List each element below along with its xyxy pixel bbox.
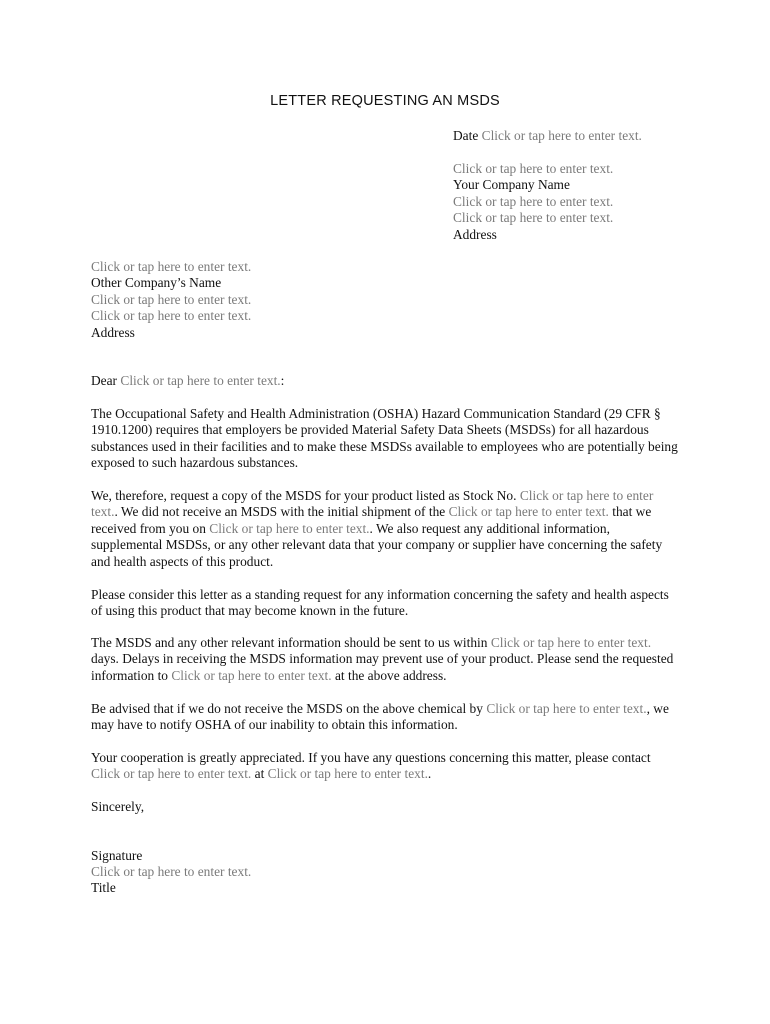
p4-text-a: The MSDS and any other relevant information should be sent to us within — [91, 635, 488, 650]
body-paragraph-6 — [91, 750, 681, 783]
p2-text-a: We, therefore, request a copy of the MSDS for your product listed as Stock No. — [91, 488, 517, 503]
sender-field-1[interactable]: Click or tap here to enter text. — [453, 161, 614, 176]
p5-text-a: Be advised that if we do not receive the MSDS on the above chemical by — [91, 701, 483, 716]
body-paragraph-3: Please consider this letter as a standing request for any information concerning the safety and health aspects of using this product that may become known in the future. — [91, 587, 669, 619]
signature-label: Signature — [91, 848, 143, 863]
closing-sincerely: Sincerely, — [91, 799, 145, 814]
body-paragraph-1: The Occupational Safety and Health Administration (OSHA) Hazard Communication Standard (29 CFR § 1910.1200) requires that employers be provided Material Safety Data Sheets (MSDSs) for all hazardous substances used in their facilities and to make these MSDSs available to employees who are potentially being exposed to such hazardous substances. — [91, 406, 678, 471]
p4-text-c: at the above address. — [334, 667, 447, 683]
date-field[interactable]: Click or tap here to enter text. — [481, 128, 642, 143]
deadline-date-field[interactable]: Click or tap here to enter text. — [486, 701, 647, 716]
sender-company-name: Your Company Name — [453, 177, 570, 192]
salutation-prefix: Dear — [91, 373, 118, 388]
recipient-field-2[interactable]: Click or tap here to enter text. — [91, 292, 252, 307]
p4-text-b: days. Delays in receiving the MSDS information may prevent use of your product. Please send the requested information to — [91, 651, 674, 683]
shipment-date-field[interactable]: Click or tap here to enter text. — [209, 520, 370, 536]
body-paragraph-2 — [91, 488, 681, 570]
signer-title: Title — [91, 880, 116, 895]
p5-text-b: , we may have to notify OSHA of our inability to obtain this information. — [91, 701, 669, 733]
p6-text-b: at — [254, 766, 265, 782]
recipient-address: Address — [91, 325, 135, 340]
body-paragraph-4 — [91, 635, 681, 684]
sender-field-2[interactable]: Click or tap here to enter text. — [453, 194, 614, 209]
recipient-company-name: Other Company’s Name — [91, 275, 222, 290]
sender-address: Address — [453, 227, 497, 242]
sender-field-3[interactable]: Click or tap here to enter text. — [453, 210, 614, 225]
p2-text-c: that we received from you on — [91, 504, 652, 536]
salutation — [91, 373, 284, 389]
stock-number-field[interactable]: Click or tap here to enter text. — [91, 488, 654, 520]
salutation-name-field[interactable]: Click or tap here to enter text. — [120, 373, 281, 388]
send-to-field[interactable]: Click or tap here to enter text. — [171, 667, 332, 683]
contact-info-field[interactable]: Click or tap here to enter text. — [267, 766, 428, 782]
date-label: Date — [453, 128, 479, 143]
document-title: LETTER REQUESTING AN MSDS — [270, 93, 500, 109]
recipient-field-3[interactable]: Click or tap here to enter text. — [91, 308, 252, 323]
p6-text-c: . — [427, 766, 432, 782]
date-line — [453, 128, 642, 144]
p2-text-d: . We also request any additional information, supplemental MSDSs, or any other relevant data that your company or supplier have concerning the safety and health aspects of this product. — [91, 520, 663, 569]
body-paragraph-5 — [91, 701, 681, 734]
recipient-field-1[interactable]: Click or tap here to enter text. — [91, 259, 252, 274]
p6-text-a: Your cooperation is greatly appreciated. If you have any questions concerning this matter, please contact — [91, 750, 651, 765]
signer-name-field[interactable]: Click or tap here to enter text. — [91, 864, 252, 879]
chemical-field[interactable]: Click or tap here to enter text. — [448, 504, 609, 520]
p2-text-b: . We did not receive an MSDS with the initial shipment of the — [114, 504, 446, 520]
days-field[interactable]: Click or tap here to enter text. — [490, 635, 652, 650]
contact-name-field[interactable]: Click or tap here to enter text. — [91, 766, 252, 782]
salutation-suffix: : — [280, 373, 285, 388]
